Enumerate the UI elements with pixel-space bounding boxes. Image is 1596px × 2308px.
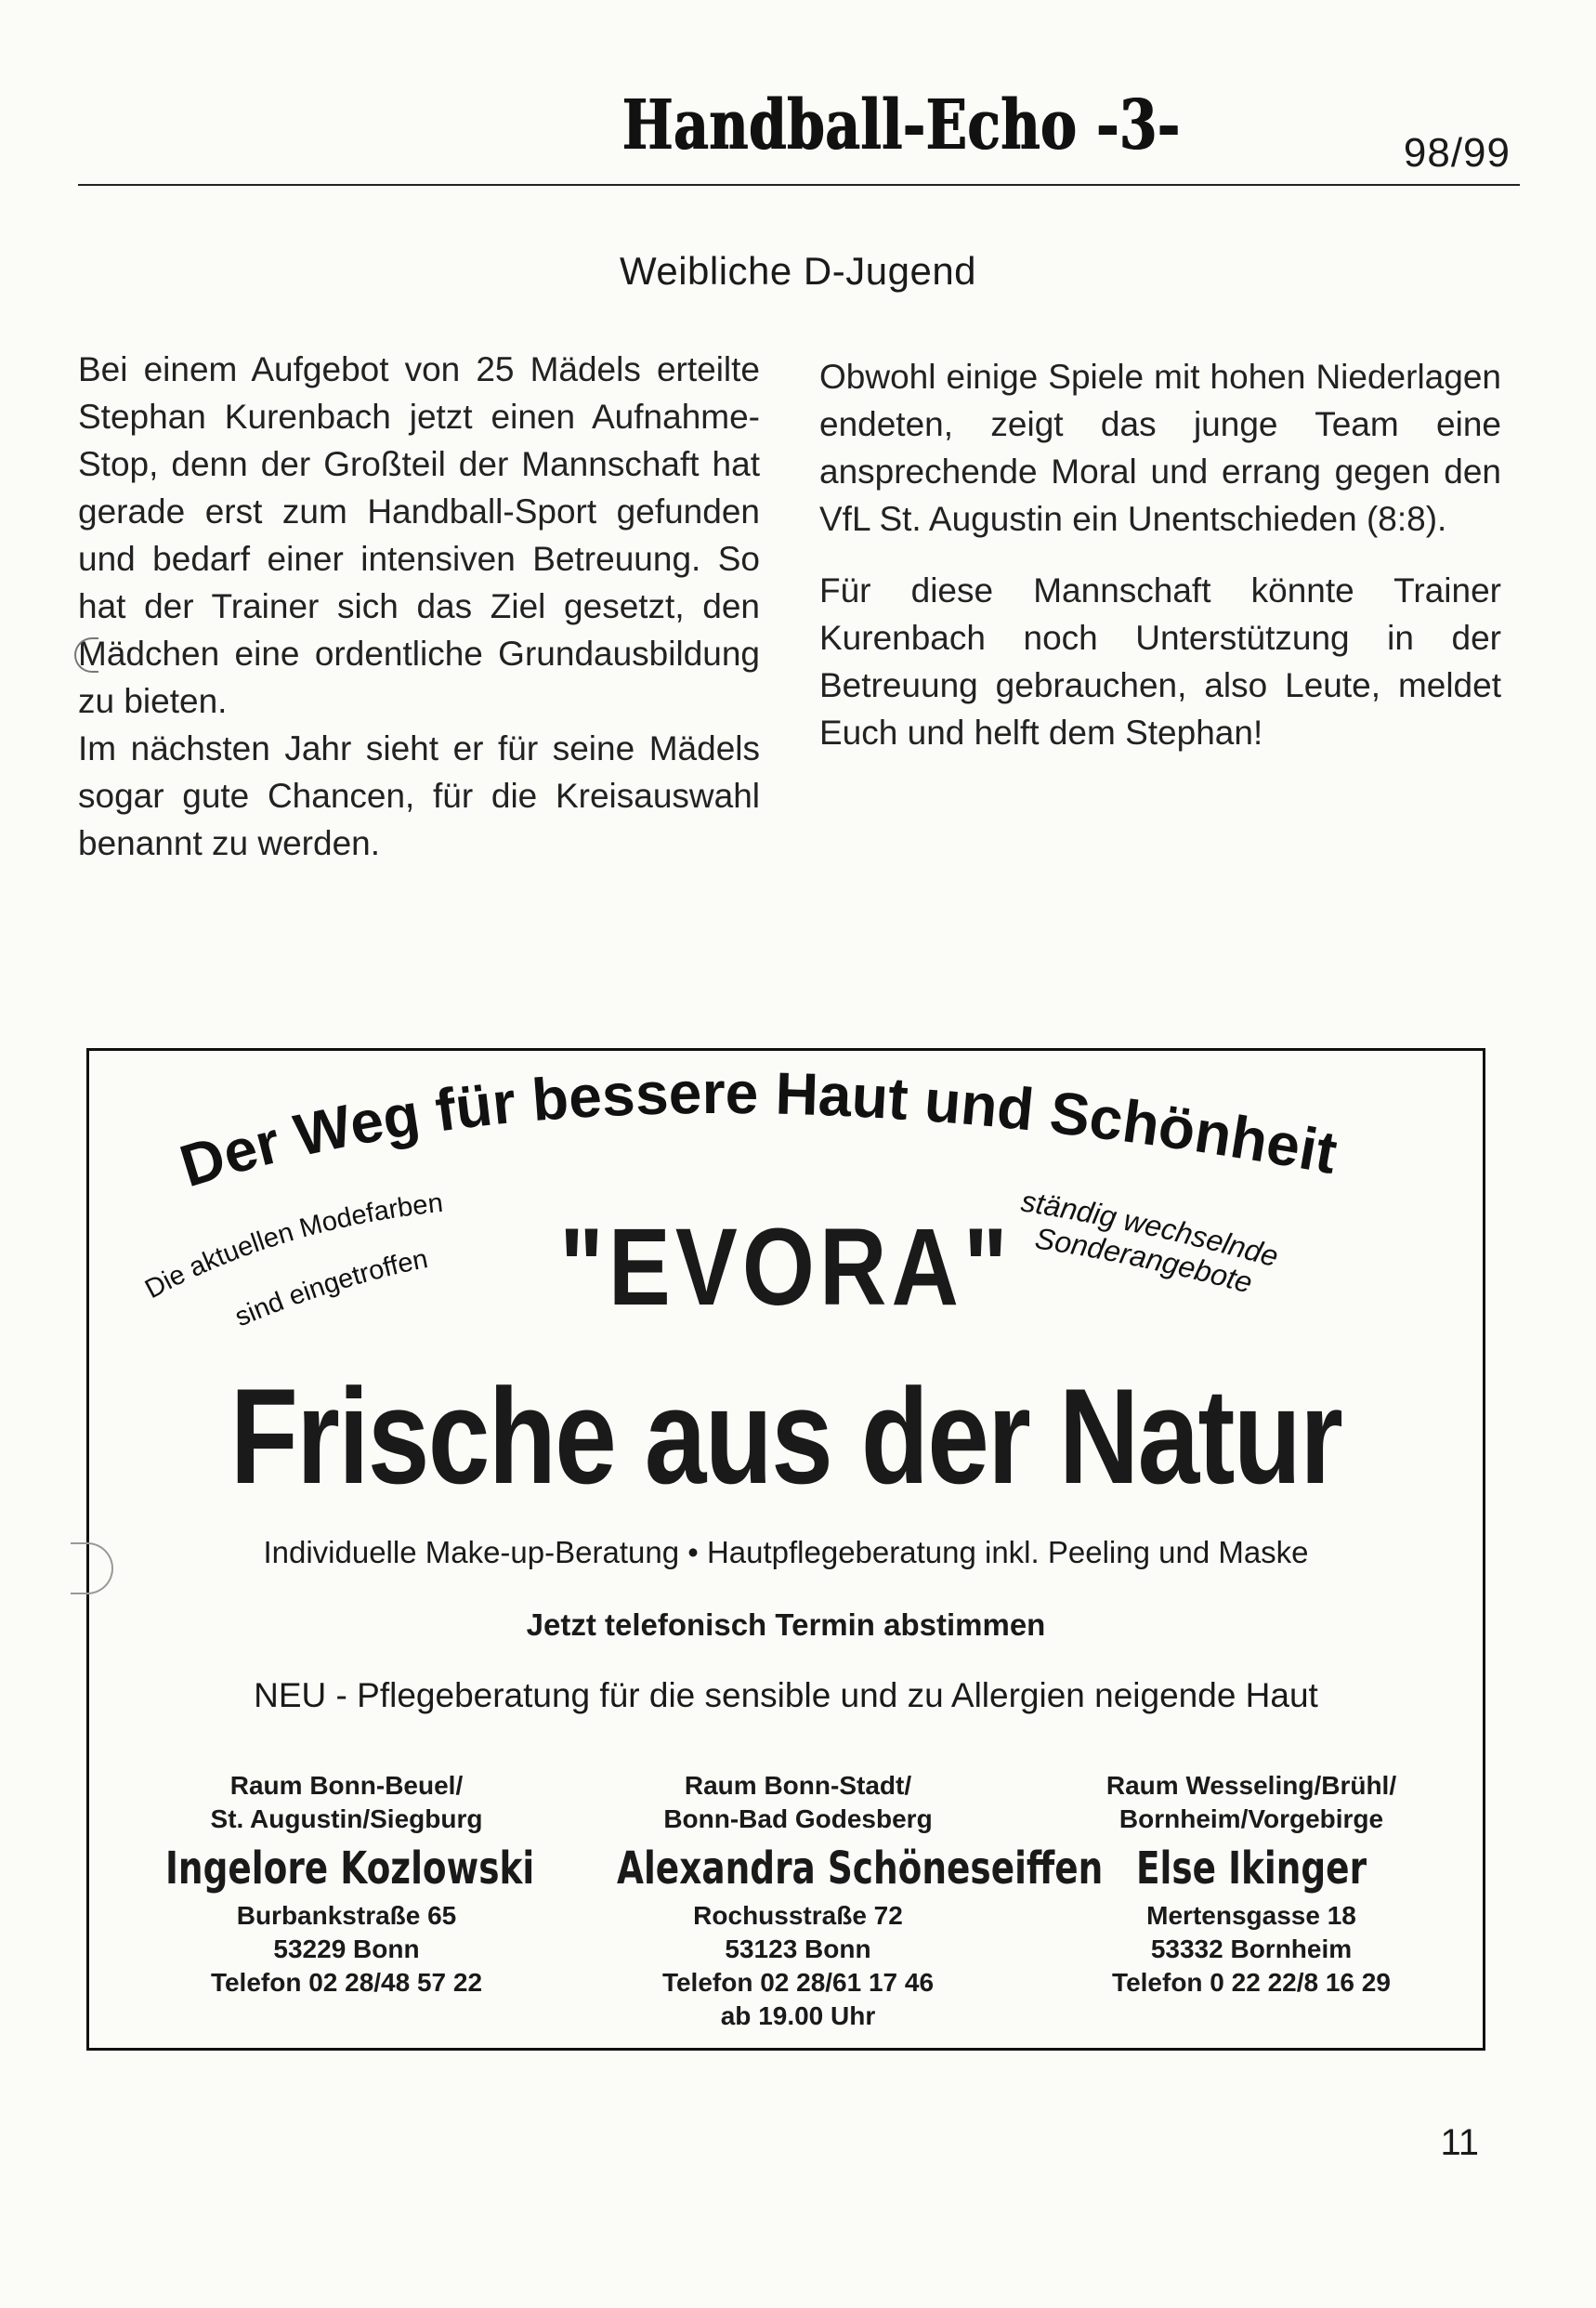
contact-street: Burbankstraße 65	[236, 1901, 457, 1930]
ad-right-tagline-line1: ständig wechselnde	[1018, 1184, 1282, 1274]
ad-right-tagline-line2: Sonderangebote	[1032, 1221, 1256, 1300]
contact-city: 53332 Bornheim	[1150, 1934, 1353, 1963]
masthead-title: Handball-Echo -3-	[622, 85, 1181, 165]
contact-area: Raum Wesseling/Brühl/	[1105, 1771, 1397, 1800]
contact-phone: Telefon 02 28/61 17 46	[661, 1968, 935, 1997]
ad-left-tagline-line1: Die aktuellen Modefarben	[140, 1187, 445, 1305]
article-right-column	[819, 353, 1501, 756]
ad-contact-card	[114, 1769, 579, 2000]
contact-area: Bornheim/Vorgebirge	[1119, 1804, 1384, 1833]
contact-name: Alexandra Schöneseiffen	[617, 1842, 1104, 1895]
contact-name: Else Ikinger	[1135, 1842, 1367, 1895]
header-rule	[78, 184, 1520, 186]
contact-city: 53123 Bonn	[725, 1934, 871, 1963]
ad-call-to-action: Jetzt telefonisch Termin abstimmen	[526, 1607, 1046, 1642]
article-left-column	[78, 346, 760, 867]
contact-name: Ingelore Kozlowski	[165, 1842, 535, 1895]
contact-area: St. Augustin/Siegburg	[210, 1804, 483, 1833]
contact-street: Rochusstraße 72	[693, 1901, 903, 1930]
contact-hours: ab 19.00 Uhr	[720, 2001, 876, 2030]
contact-street: Mertensgasse 18	[1146, 1901, 1356, 1930]
ad-new-offer: NEU - Pflegeberatung für die sensible und zu Allergien neigende Haut	[254, 1676, 1318, 1714]
article-title: Weibliche D-Jugend	[619, 249, 977, 293]
article-paragraph: Obwohl einige Spiele mit hohen Niederlagen endeten, zeigt das junge Team eine ansprechende Moral und errang gegen den VfL St. Augustin ein Unentschieden (8:8).	[819, 358, 1501, 538]
contact-area: Raum Bonn-Stadt/	[684, 1771, 912, 1800]
article-paragraph: Bei einem Aufgebot von 25 Mädels erteilte Stephan Kurenbach jetzt einen Aufnahme-Stop, denn der Großteil der Mannschaft hat gerade erst zum Handball-Sport gefunden und bedarf einer intensiven Betreuung. So hat der Trainer sich das Ziel gesetzt, den Mädchen eine ordentliche Grundausbildung zu bieten.	[78, 350, 760, 720]
ad-headline: Der Weg für bessere Haut und Schönheit	[172, 1058, 1342, 1200]
contact-phone: Telefon 02 28/48 57 22	[210, 1968, 483, 1997]
ad-contact-card	[566, 1769, 1104, 2033]
ad-left-tagline-line2: sind eingetroffen	[230, 1244, 431, 1333]
contact-area: Raum Bonn-Beuel/	[229, 1771, 464, 1800]
ad-slogan: Frische aus der Natur	[229, 1360, 1342, 1512]
ad-contact-card	[1019, 1769, 1484, 2000]
page-number: 11	[1440, 2122, 1479, 2163]
article-paragraph: Im nächsten Jahr sieht er für seine Mädels sogar gute Chancen, für die Kreisauswahl benannt zu werden.	[78, 729, 760, 862]
article-paragraph: Für diese Mannschaft könnte Trainer Kurenbach noch Unterstützung in der Betreuung gebrauchen, also Leute, meldet Euch und helft dem Stephan!	[819, 571, 1501, 752]
ad-services-line: Individuelle Make-up-Beratung • Hautpflegeberatung inkl. Peeling und Maske	[263, 1535, 1309, 1569]
contact-area: Bonn-Bad Godesberg	[663, 1804, 933, 1833]
season-label: 98/99	[1403, 130, 1511, 176]
ad-brand-name: "EVORA"	[559, 1206, 1013, 1329]
contact-city: 53229 Bonn	[273, 1934, 420, 1963]
contact-phone: Telefon 0 22 22/8 16 29	[1112, 1968, 1391, 1997]
